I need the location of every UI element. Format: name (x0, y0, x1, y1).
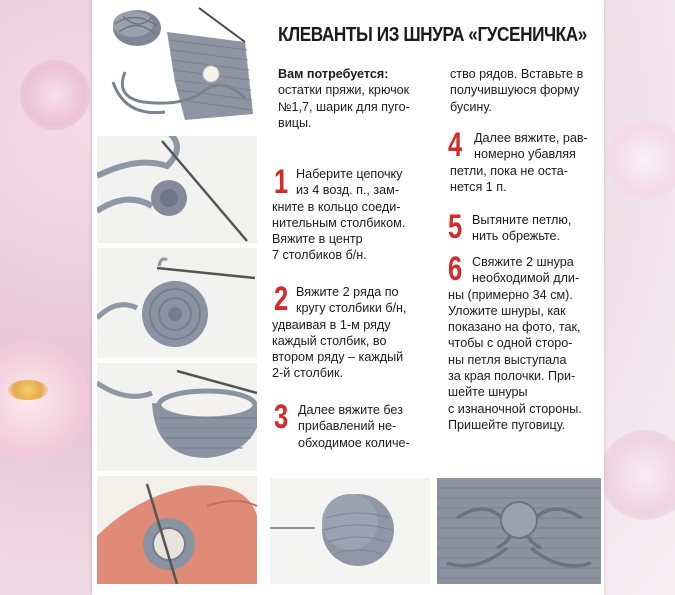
materials-line: вицы. (278, 115, 312, 130)
step6-line: необходимой дли- (472, 271, 580, 286)
step2-line: каждый столбик, во (272, 333, 387, 348)
materials-line: №1,7, шарик для пуго- (278, 99, 410, 114)
step1-line: Вяжите в центр (272, 232, 363, 247)
step6-number: 6 (448, 250, 463, 288)
step4-number: 4 (448, 126, 463, 164)
step4-line: Далее вяжите, рав- (474, 131, 588, 145)
step2-number: 2 (274, 280, 289, 318)
step2-photo (96, 247, 258, 359)
step1-line: Наберите цепочку (296, 167, 403, 181)
step3-continuation-line: ство рядов. Вставьте в (450, 67, 584, 81)
step4-photo (96, 475, 258, 585)
step3-continuation (450, 66, 602, 115)
step3-continuation-line: получившуюся форму (450, 83, 580, 98)
step2-line: втором ряду – каждый (272, 350, 404, 365)
step5-line: Вытяните петлю, (472, 213, 572, 227)
result-photo (436, 477, 602, 585)
step4-line: петли, пока не оста- (450, 163, 568, 178)
step6-line: показано на фото, так, (448, 320, 581, 335)
background-flower (0, 340, 90, 460)
materials-photo (95, 2, 273, 130)
step6-line: Уложите шнуры, как (448, 303, 566, 318)
background-flower-center (8, 380, 48, 400)
materials-heading: Вам потребуется: (278, 67, 389, 81)
materials-line: остатки пряжи, крючок (278, 83, 410, 98)
step2-text (272, 284, 446, 382)
step6-line: с изнаночной стороны. (448, 401, 582, 416)
step1-text (272, 166, 446, 264)
step6-line: Пришейте пуговицу. (448, 417, 566, 432)
step1-line: нительным столбиком. (272, 215, 406, 230)
step3-line: прибавлений не- (298, 419, 397, 434)
step4-line: номерно убавляя (474, 147, 576, 162)
step4-line: нется 1 п. (450, 179, 507, 194)
background-flower (605, 120, 675, 200)
step1-line: кните в кольцо соеди- (272, 199, 401, 214)
step2-line: Вяжите 2 ряда по (296, 285, 399, 299)
step5-number: 5 (448, 208, 463, 246)
step6-line: за края полочки. При- (448, 369, 576, 384)
step3-line: Далее вяжите без (298, 403, 403, 417)
step1-photo (96, 135, 258, 244)
step6-line: чтобы с одной сторо- (448, 336, 573, 351)
step5-photo (269, 477, 431, 585)
step5-line: нить обрежьте. (472, 229, 561, 244)
step6-line: ны (примерно 34 см). (448, 287, 573, 302)
step2-line: кругу столбики б/н, (296, 301, 407, 316)
step3-continuation-line: бусину. (450, 99, 492, 114)
step6-text (448, 254, 604, 433)
step6-line: шейте шнуры (448, 385, 528, 400)
step3-text (298, 402, 448, 451)
step6-line: ны петля выступала (448, 352, 567, 367)
page-title: КЛЕВАНТЫ ИЗ ШНУРА «ГУСЕНИЧКА» (278, 24, 587, 46)
step5-text (472, 212, 602, 245)
step2-line: удваивая в 1-м ряду (272, 317, 391, 332)
step1-line: 7 столбиков б/н. (272, 248, 367, 263)
step1-line: из 4 возд. п., зам- (296, 183, 400, 198)
step3-photo (96, 362, 258, 472)
step1-number: 1 (274, 163, 289, 201)
step6-line: Свяжите 2 шнура (472, 255, 574, 269)
background-flower (600, 430, 675, 520)
step3-line: обходимое количе- (298, 435, 410, 450)
step3-number: 3 (274, 398, 289, 436)
step4-text (450, 130, 604, 195)
background-flower (20, 60, 90, 130)
step2-line: 2-й столбик. (272, 366, 343, 381)
materials-block (278, 66, 443, 131)
